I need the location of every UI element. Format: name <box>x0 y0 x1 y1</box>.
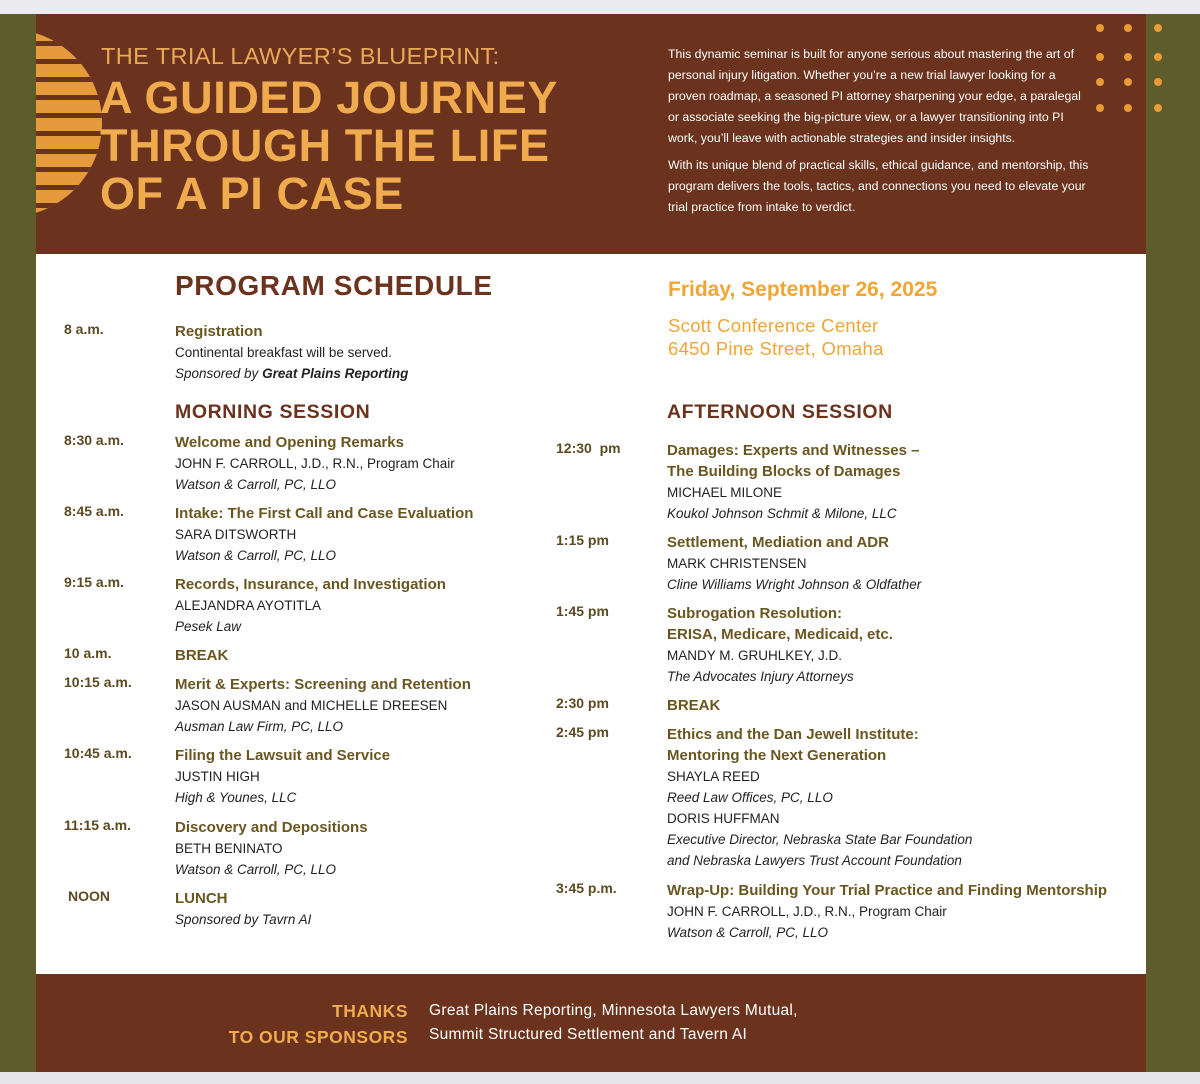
session-time: NOON <box>68 888 110 904</box>
session-time: 8 a.m. <box>64 321 104 337</box>
sponsor-footer <box>36 974 1146 1072</box>
speaker-org: The Advocates Injury Attorneys <box>667 669 854 684</box>
speaker-org: Reed Law Offices, PC, LLO <box>667 790 833 805</box>
registration-note: Continental breakfast will be served. <box>175 345 392 360</box>
title-line: A GUIDED JOURNEY <box>100 72 558 123</box>
seminar-flyer <box>36 14 1146 1072</box>
seminar-description <box>668 44 1093 224</box>
left-olive-margin <box>0 14 36 1072</box>
session-time: 3:45 p.m. <box>556 880 617 896</box>
thanks-line: TO OUR SPONSORS <box>228 1027 408 1047</box>
intro-paragraph: With its unique blend of practical skills, ethical guidance, and mentorship, this program delivers the tools, tactics, and connections you need to elevate your trial practice from intake to verdict. <box>668 158 1089 214</box>
afternoon-session-heading: AFTERNOON SESSION <box>667 401 893 423</box>
speaker-org: Koukol Johnson Schmit & Milone, LLC <box>667 506 897 521</box>
session-title: Damages: Experts and Witnesses – <box>667 442 920 459</box>
morning-session-heading: MORNING SESSION <box>175 401 371 423</box>
bottom-border <box>0 1072 1200 1084</box>
event-venue <box>668 314 884 360</box>
sponsor-list <box>429 999 798 1046</box>
session-time: 12:30 pm <box>556 440 621 456</box>
speaker-name: MARK CHRISTENSEN <box>667 556 807 571</box>
thanks-line: THANKS <box>332 1001 408 1021</box>
session-time: 9:15 a.m. <box>64 574 124 590</box>
session-title: Registration <box>175 323 263 340</box>
session-time: 11:15 a.m. <box>64 817 131 833</box>
session-title: Merit & Experts: Screening and Retention <box>175 676 471 693</box>
seminar-title <box>100 74 558 218</box>
speaker-org: Watson & Carroll, PC, LLO <box>175 477 337 492</box>
sponsor-line: Summit Structured Settlement and Tavern AI <box>429 1025 748 1043</box>
speaker-org: Pesek Law <box>175 619 242 634</box>
session-title: Records, Insurance, and Investigation <box>175 576 446 593</box>
speaker-org: Watson & Carroll, PC, LLO <box>175 862 337 877</box>
session-time: 10 a.m. <box>64 645 112 661</box>
speaker-org: High & Younes, LLC <box>175 790 297 805</box>
session-title-line2: ERISA, Medicare, Medicaid, etc. <box>667 626 893 643</box>
session-title: Filing the Lawsuit and Service <box>175 747 391 764</box>
session-title-line2: The Building Blocks of Damages <box>667 463 901 480</box>
title-line: THROUGH THE LIFE <box>100 120 550 171</box>
speaker-org: Executive Director, Nebraska State Bar Foundation <box>667 832 973 847</box>
session-time: 1:45 pm <box>556 603 609 619</box>
session-title: Ethics and the Dan Jewell Institute: <box>667 726 919 743</box>
speaker-org: Watson & Carroll, PC, LLO <box>667 925 829 940</box>
session-title: BREAK <box>175 647 229 664</box>
speaker-name: SHAYLA REED <box>667 769 760 784</box>
session-title-line2: Mentoring the Next Generation <box>667 747 887 764</box>
session-time: 2:45 pm <box>556 724 609 740</box>
session-time: 10:45 a.m. <box>64 745 132 761</box>
right-olive-margin <box>1146 14 1200 1072</box>
session-time: 8:30 a.m. <box>64 432 124 448</box>
speaker-name: DORIS HUFFMAN <box>667 811 780 826</box>
intro-paragraph: This dynamic seminar is built for anyone serious about mastering the art of personal injury litigation. Whether you’re a new trial lawyer looking for a proven roadmap, a seasoned PI attorney sharpening your edge, a paralegal or associate seeking the big-picture view, or a lawyer transitioning into PI work, you’ll leave with actionable strategies and insider insights. <box>668 47 1081 145</box>
event-date: Friday, September 26, 2025 <box>668 278 938 301</box>
seminar-kicker: THE TRIAL LAWYER’S BLUEPRINT: <box>101 43 500 69</box>
top-border <box>0 0 1200 14</box>
session-time: 2:30 pm <box>556 695 609 711</box>
thanks-heading <box>186 998 408 1050</box>
session-time: 1:15 pm <box>556 532 609 548</box>
session-title: BREAK <box>667 697 721 714</box>
session-time: 10:15 a.m. <box>64 674 132 690</box>
speaker-name: SARA DITSWORTH <box>175 527 297 542</box>
speaker-name: ALEJANDRA AYOTITLA <box>175 598 322 613</box>
speaker-name: MANDY M. GRUHLKEY, J.D. <box>667 648 843 663</box>
sponsor-line: Great Plains Reporting, Minnesota Lawyers Mutual, <box>429 1002 798 1019</box>
session-title: Discovery and Depositions <box>175 819 368 836</box>
header-banner <box>36 14 1146 254</box>
speaker-org: Watson & Carroll, PC, LLO <box>175 548 337 563</box>
program-schedule-heading: PROGRAM SCHEDULE <box>175 270 493 301</box>
session-time: 8:45 a.m. <box>64 503 124 519</box>
title-line: OF A PI CASE <box>100 168 404 219</box>
lunch-sponsor: Sponsored by Tavrn AI <box>175 912 312 927</box>
speaker-name: JUSTIN HIGH <box>175 769 260 784</box>
speaker-name: JOHN F. CARROLL, J.D., R.N., Program Chair <box>175 456 455 471</box>
speaker-name: BETH BENINATO <box>175 841 283 856</box>
session-title: Settlement, Mediation and ADR <box>667 534 889 551</box>
speaker-name: MICHAEL MILONE <box>667 485 783 500</box>
speaker-org: Ausman Law Firm, PC, LLO <box>175 719 344 734</box>
speaker-org: Cline Williams Wright Johnson & Oldfather <box>667 577 922 592</box>
session-title: Intake: The First Call and Case Evaluation <box>175 505 474 522</box>
session-title: Subrogation Resolution: <box>667 605 842 622</box>
speaker-name: JASON AUSMAN and MICHELLE DREESEN <box>175 698 448 713</box>
registration-sponsor: Sponsored by Great Plains Reporting <box>175 366 409 381</box>
venue-line: 6450 Pine Street, Omaha <box>668 338 884 359</box>
venue-line: Scott Conference Center <box>668 315 879 336</box>
speaker-org: and Nebraska Lawyers Trust Account Foundation <box>667 853 962 868</box>
session-title: LUNCH <box>175 890 228 907</box>
dot-grid-decoration <box>1090 18 1190 128</box>
striped-circle-decoration <box>36 28 106 218</box>
session-title: Wrap-Up: Building Your Trial Practice and Finding Mentorship <box>667 882 1108 899</box>
session-title: Welcome and Opening Remarks <box>175 434 404 451</box>
speaker-name: JOHN F. CARROLL, J.D., R.N., Program Chair <box>667 904 947 919</box>
